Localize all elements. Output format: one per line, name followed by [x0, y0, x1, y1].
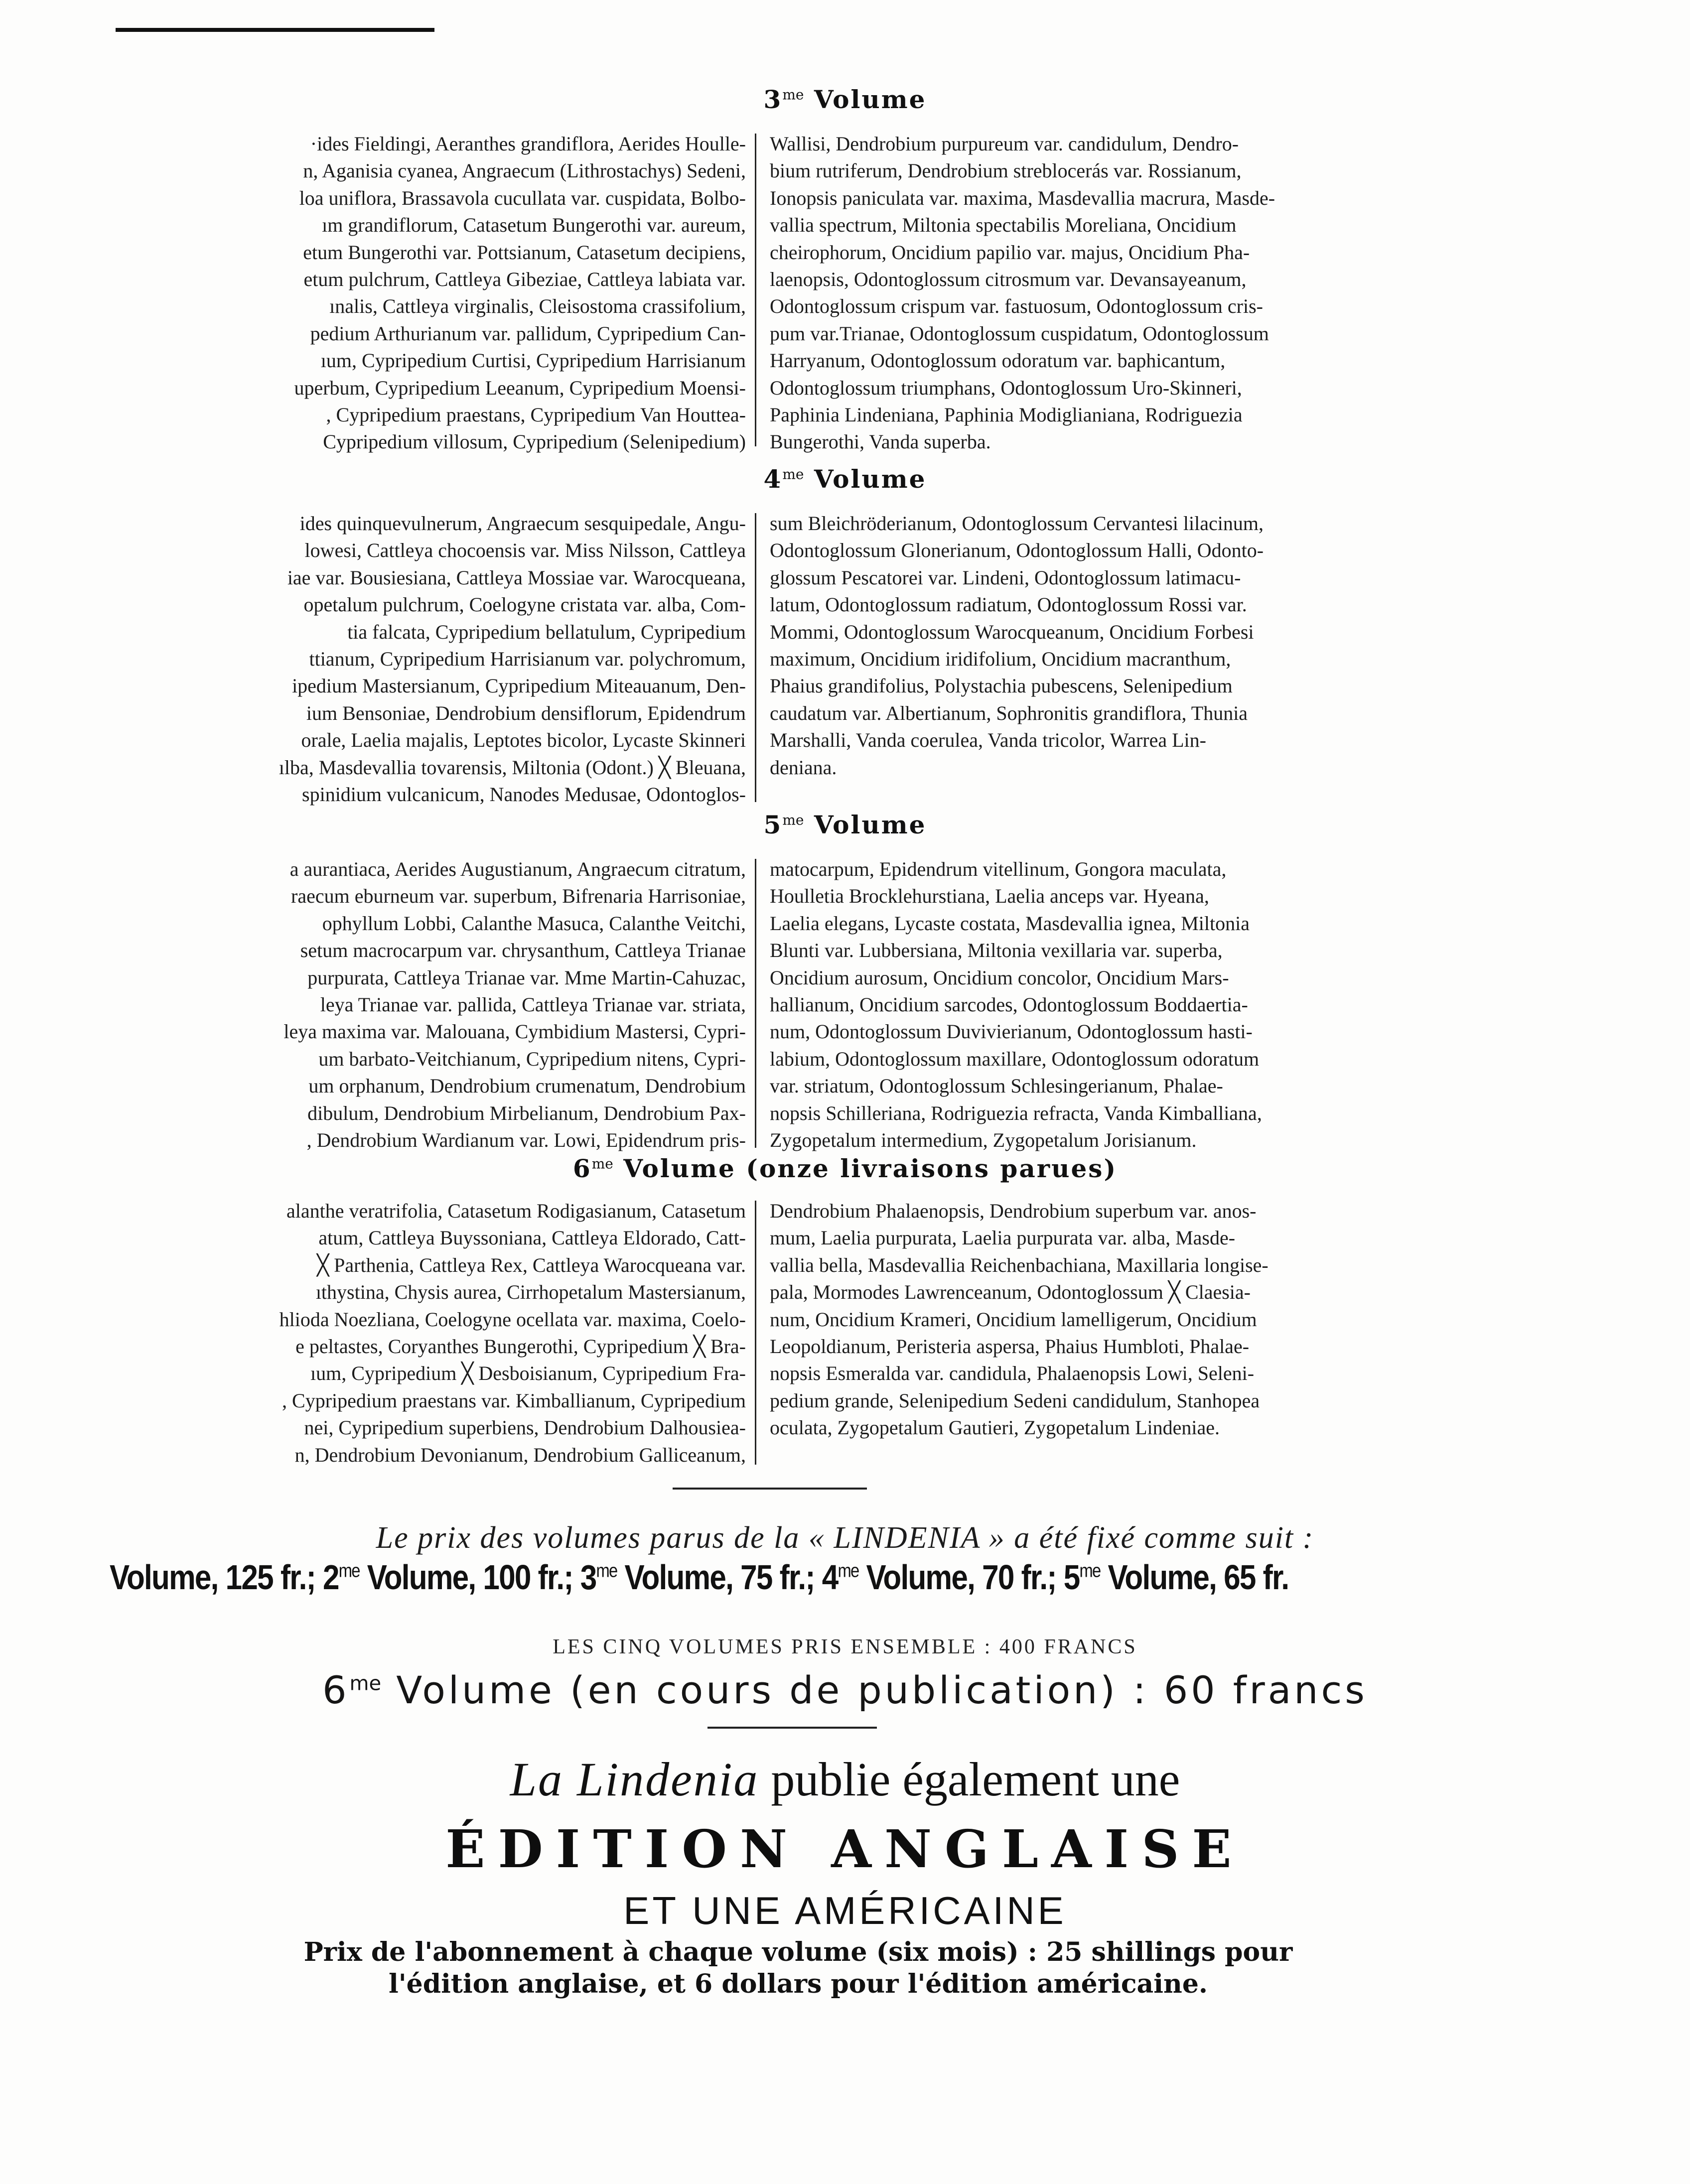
volume-4-heading — [0, 464, 1690, 494]
text-line: setum macrocarpum var. chrysanthum, Cattleya Trianae — [300, 939, 746, 962]
text-line: Blunti var. Lubbersiana, Miltonia vexillaria var. superba, — [770, 939, 1223, 962]
text-line: tia falcata, Cypripedium bellatulum, Cypripedium — [347, 620, 746, 643]
text-line: ttianum, Cypripedium Harrisianum var. polychromum, — [309, 648, 746, 671]
text-line: pedium grande, Selenipedium Sedeni candidulum, Stanhopea — [770, 1389, 1260, 1412]
price-item: Volume, 125 fr.; — [110, 1558, 315, 1597]
text-line: ╳ Parthenia, Cattleya Rex, Cattleya Warocqueana var. — [317, 1253, 746, 1276]
text-line: n, Dendrobium Devonianum, Dendrobium Galliceanum, — [294, 1443, 746, 1466]
text-line: Ionopsis paniculata var. maxima, Masdevallia macrura, Masde- — [770, 186, 1275, 209]
text-line: Dendrobium Phalaenopsis, Dendrobium superbum var. anos- — [770, 1200, 1257, 1222]
text-line: cheirophorum, Oncidium papilio var. majus, Oncidium Pha- — [770, 241, 1250, 264]
text-line: pala, Mormodes Lawrenceanum, Odontoglossum ╳ Claesia- — [770, 1281, 1251, 1304]
volume-label: Volume — [814, 85, 927, 114]
text-line: ipedium Mastersianum, Cypripedium Miteauanum, Den- — [292, 675, 746, 697]
section-rule — [673, 1488, 867, 1490]
text-line: num, Odontoglossum Duvivierianum, Odontoglossum hasti- — [770, 1020, 1253, 1043]
volume-number: 6 — [572, 1154, 592, 1183]
volume-number: 3 — [763, 85, 783, 114]
price-item: $4^{me}$ Volume, 70 fr.; — [822, 1558, 1056, 1597]
text-line: Odontoglossum triumphans, Odontoglossum Uro-Skinneri, — [770, 376, 1242, 399]
text-line: Wallisi, Dendrobium purpureum var. candidulum, Dendro- — [770, 133, 1239, 155]
text-line: vallia bella, Masdevallia Reichenbachiana, Maxillaria longise- — [770, 1253, 1268, 1276]
text-line: lowesi, Cattleya chocoensis var. Miss Nilsson, Cattleya — [304, 539, 746, 562]
text-line: leya maxima var. Malouana, Cymbidium Mastersi, Cypri- — [283, 1020, 746, 1043]
text-line: maximum, Oncidium iridifolium, Oncidium macranthum, — [770, 648, 1231, 671]
text-line: ium Bensoniae, Dendrobium densiflorum, Epidendrum — [306, 701, 746, 724]
volume-number: 5 — [763, 810, 783, 839]
price-item: $3^{me}$ Volume, 75 fr.; — [580, 1558, 815, 1597]
subscription-line-1: Prix de l'abonnement à chaque volume (six mois) : 25 shillings pour — [303, 1937, 1293, 1967]
text-line: pedium Arthurianum var. pallidum, Cypripedium Can- — [310, 322, 746, 345]
volume-3-left-column — [116, 131, 746, 456]
text-line: nei, Cypripedium superbiens, Dendrobium Dalhousiea- — [304, 1416, 746, 1439]
text-line: opetalum pulchrum, Coelogyne cristata var. alba, Com- — [303, 593, 746, 616]
text-line: loa uniflora, Brassavola cucullata var. cuspidata, Bolbo- — [299, 186, 746, 209]
text-line: ım grandiflorum, Catasetum Bungerothi var. aureum, — [322, 214, 746, 237]
text-line: ophyllum Lobbi, Calanthe Masuca, Calanthe Veitchi, — [322, 912, 746, 935]
text-line: ılba, Masdevallia tovarensis, Miltonia (Odont.) ╳ Bleuana, — [279, 756, 746, 779]
text-line: Houlletia Brocklehurstiana, Laelia anceps var. Hyeana, — [770, 885, 1209, 908]
text-line: ıum, Cypripedium Curtisi, Cypripedium Harrisianum — [320, 349, 746, 372]
text-line: , Dendrobium Wardianum var. Lowi, Epidendrum pris- — [306, 1129, 746, 1152]
volume-6-left-column — [116, 1198, 746, 1469]
text-line: purpurata, Cattleya Trianae var. Mme Martin-Cahuzac, — [307, 966, 746, 989]
volume-5-heading — [0, 810, 1690, 839]
text-line: uperbum, Cypripedium Leeanum, Cypripedium Moensi- — [294, 376, 746, 399]
volume-3-right-column — [770, 131, 1447, 456]
text-line: Marshalli, Vanda coerulea, Vanda tricolor, Warrea Lin- — [770, 729, 1206, 752]
price-item: $2^{me}$ Volume, 100 fr.; — [322, 1558, 573, 1597]
text-line: Harryanum, Odontoglossum odoratum var. baphicantum, — [770, 349, 1226, 372]
top-rule — [116, 28, 434, 32]
text-line: ınalis, Cattleya virginalis, Cleisostoma crassifolium, — [329, 295, 746, 318]
text-line: dibulum, Dendrobium Mirbelianum, Dendrobium Pax- — [307, 1101, 746, 1124]
lindenia-title: La Lindenia — [510, 1753, 759, 1806]
text-line: laenopsis, Odontoglossum citrosmum var. Devansayeanum, — [770, 268, 1247, 291]
volume-extra: (onze livraisons parues) — [746, 1154, 1118, 1183]
text-line: Bungerothi, Vanda superba. — [770, 430, 991, 453]
text-line: matocarpum, Epidendrum vitellinum, Gongora maculata, — [770, 858, 1227, 880]
text-line: bium rutriferum, Dendrobium streblocerás var. Rossianum, — [770, 159, 1242, 182]
price-intro: Le prix des volumes parus de la « LINDENIA » a été fixé comme suit : — [376, 1521, 1314, 1555]
text-line: n, Aganisia cyanea, Angraecum (Lithrostachys) Sedeni, — [303, 159, 746, 182]
text-line: , Cypripedium praestans, Cypripedium Van Houttea- — [326, 404, 746, 426]
volume-6-right-column — [770, 1198, 1447, 1442]
text-line: glossum Pescatorei var. Lindeni, Odontoglossum latimacu- — [770, 566, 1241, 589]
text-line: atum, Cattleya Buyssoniana, Cattleya Eldorado, Catt- — [318, 1227, 746, 1249]
column-divider — [755, 513, 756, 802]
volume-5-right-column — [770, 856, 1447, 1154]
text-line: , Cypripedium praestans var. Kimballianum, Cypripedium — [282, 1389, 746, 1412]
subscription-line-2: l'édition anglaise, et 6 dollars pour l'édition américaine. — [388, 1969, 1208, 1999]
text-line: nopsis Esmeralda var. candidula, Phalaenopsis Lowi, Seleni- — [770, 1362, 1255, 1385]
text-line: Phaius grandifolius, Polystachia pubescens, Selenipedium — [770, 675, 1233, 697]
text-line: orale, Laelia majalis, Leptotes bicolor, Lycaste Skinneri — [301, 729, 746, 752]
column-divider — [755, 134, 756, 446]
text-line: mum, Laelia purpurata, Laelia purpurata var. alba, Masde- — [770, 1227, 1236, 1249]
text-line: pum var.Trianae, Odontoglossum cuspidatum, Odontoglossum — [770, 322, 1269, 345]
text-line: nopsis Schilleriana, Rodriguezia refracta, Vanda Kimballiana, — [770, 1101, 1262, 1124]
text-line: um barbato-Veitchianum, Cypripedium nitens, Cypri- — [318, 1047, 746, 1070]
text-line: hallianum, Oncidium sarcodes, Odontoglossum Boddaertia- — [770, 993, 1248, 1016]
section-rule — [707, 1727, 877, 1729]
text-line: Paphinia Lindeniana, Paphinia Modiglianiana, Rodriguezia — [770, 404, 1243, 426]
volume-label: Volume — [814, 810, 927, 839]
text-line: labium, Odontoglossum maxillare, Odontoglossum odoratum — [770, 1047, 1260, 1070]
text-line: var. striatum, Odontoglossum Schlesingerianum, Phalae- — [770, 1075, 1223, 1097]
text-line: caudatum var. Albertianum, Sophronitis grandiflora, Thunia — [770, 701, 1248, 724]
text-line: Cypripedium villosum, Cypripedium (Selenipedium) — [323, 430, 746, 453]
volume-4-right-column — [770, 510, 1447, 781]
price-row — [110, 1557, 1378, 1597]
text-line: Mommi, Odontoglossum Warocqueanum, Oncidium Forbesi — [770, 620, 1254, 643]
price-item: $5^{me}$ Volume, 65 fr. — [1063, 1558, 1289, 1597]
text-line: Laelia elegans, Lycaste costata, Masdevallia ignea, Miltonia — [770, 912, 1250, 935]
volume-label: Volume — [623, 1154, 736, 1183]
text-line: sum Bleichröderianum, Odontoglossum Cervantesi lilacinum, — [770, 512, 1264, 535]
text-line: iae var. Bousiesiana, Cattleya Mossiae var. Warocqueana, — [287, 566, 746, 589]
text-line: ıum, Cypripedium ╳ Desboisianum, Cypripedium Fra- — [310, 1362, 746, 1385]
column-divider — [755, 1201, 756, 1465]
text-line: etum Bungerothi var. Pottsianum, Catasetum decipiens, — [303, 241, 746, 264]
volume-5-left-column — [116, 856, 746, 1154]
column-divider — [755, 859, 756, 1148]
text-line: a aurantiaca, Aerides Augustianum, Angraecum citratum, — [289, 858, 746, 880]
text-line: Zygopetalum intermedium, Zygopetalum Jorisianum. — [770, 1129, 1197, 1152]
text-line: Odontoglossum crispum var. fastuosum, Odontoglossum cris- — [770, 295, 1263, 318]
text-line: hlioda Noezliana, Coelogyne ocellata var. maxima, Coelo- — [279, 1308, 746, 1331]
text-line: e peltastes, Coryanthes Bungerothi, Cypripedium ╳ Bra- — [295, 1335, 746, 1358]
volume-suffix: me — [782, 466, 804, 483]
volume-4-left-column — [116, 510, 746, 808]
sixth-volume-price: $6^{me}$ Volume (en cours de publication) : 60 francs — [322, 1668, 1368, 1712]
volume-3-heading — [0, 85, 1690, 114]
text-line: num, Oncidium Krameri, Oncidium lamelligerum, Oncidium — [770, 1308, 1257, 1331]
text-line: um orphanum, Dendrobium crumenatum, Dendrobium — [308, 1075, 746, 1097]
five-volumes-price: LES CINQ VOLUMES PRIS ENSEMBLE : 400 FRANCS — [553, 1636, 1137, 1658]
text-line: ides quinquevulnerum, Angraecum sesquipedale, Angu- — [299, 512, 746, 535]
text-line: Odontoglossum Glonerianum, Odontoglossum Halli, Odonto- — [770, 539, 1264, 562]
text-line: leya Trianae var. pallida, Cattleya Trianae var. striata, — [320, 993, 746, 1016]
volume-suffix: me — [782, 86, 804, 103]
text-line: raecum eburneum var. superbum, Bifrenaria Harrisoniae, — [291, 885, 746, 908]
text-line: alanthe veratrifolia, Catasetum Rodigasianum, Catasetum — [286, 1200, 746, 1222]
edition-anglaise-heading: ÉDITION ANGLAISE — [445, 1818, 1245, 1880]
text-line: ıthystina, Chysis aurea, Cirrhopetalum Mastersianum, — [315, 1281, 746, 1304]
text-line: oculata, Zygopetalum Gautieri, Zygopetalum Lindeniae. — [770, 1416, 1220, 1439]
volume-6-heading — [0, 1154, 1690, 1183]
text-line: Leopoldianum, Peristeria aspersa, Phaius Humbloti, Phalae- — [770, 1335, 1250, 1358]
text-line: spinidium vulcanicum, Nanodes Medusae, Odontoglos- — [302, 783, 746, 806]
volume-number: 4 — [763, 464, 783, 494]
edition-americaine-heading: ET UNE AMÉRICAINE — [623, 1889, 1067, 1932]
volume-suffix: me — [782, 812, 804, 828]
text-line: deniana. — [770, 756, 837, 779]
lindenia-notice: La Lindenia publie également une — [510, 1753, 1180, 1806]
text-line: Oncidium aurosum, Oncidium concolor, Oncidium Mars- — [770, 966, 1229, 989]
text-line: vallia spectrum, Miltonia spectabilis Moreliana, Oncidium — [770, 214, 1237, 237]
volume-suffix: me — [591, 1155, 613, 1172]
text-line: latum, Odontoglossum radiatum, Odontoglossum Rossi var. — [770, 593, 1247, 616]
text-line: ·ides Fieldingi, Aeranthes grandiflora, Aerides Houlle- — [310, 133, 746, 155]
text-line: etum pulchrum, Cattleya Gibeziae, Cattleya labiata var. — [303, 268, 746, 291]
volume-label: Volume — [814, 464, 927, 494]
